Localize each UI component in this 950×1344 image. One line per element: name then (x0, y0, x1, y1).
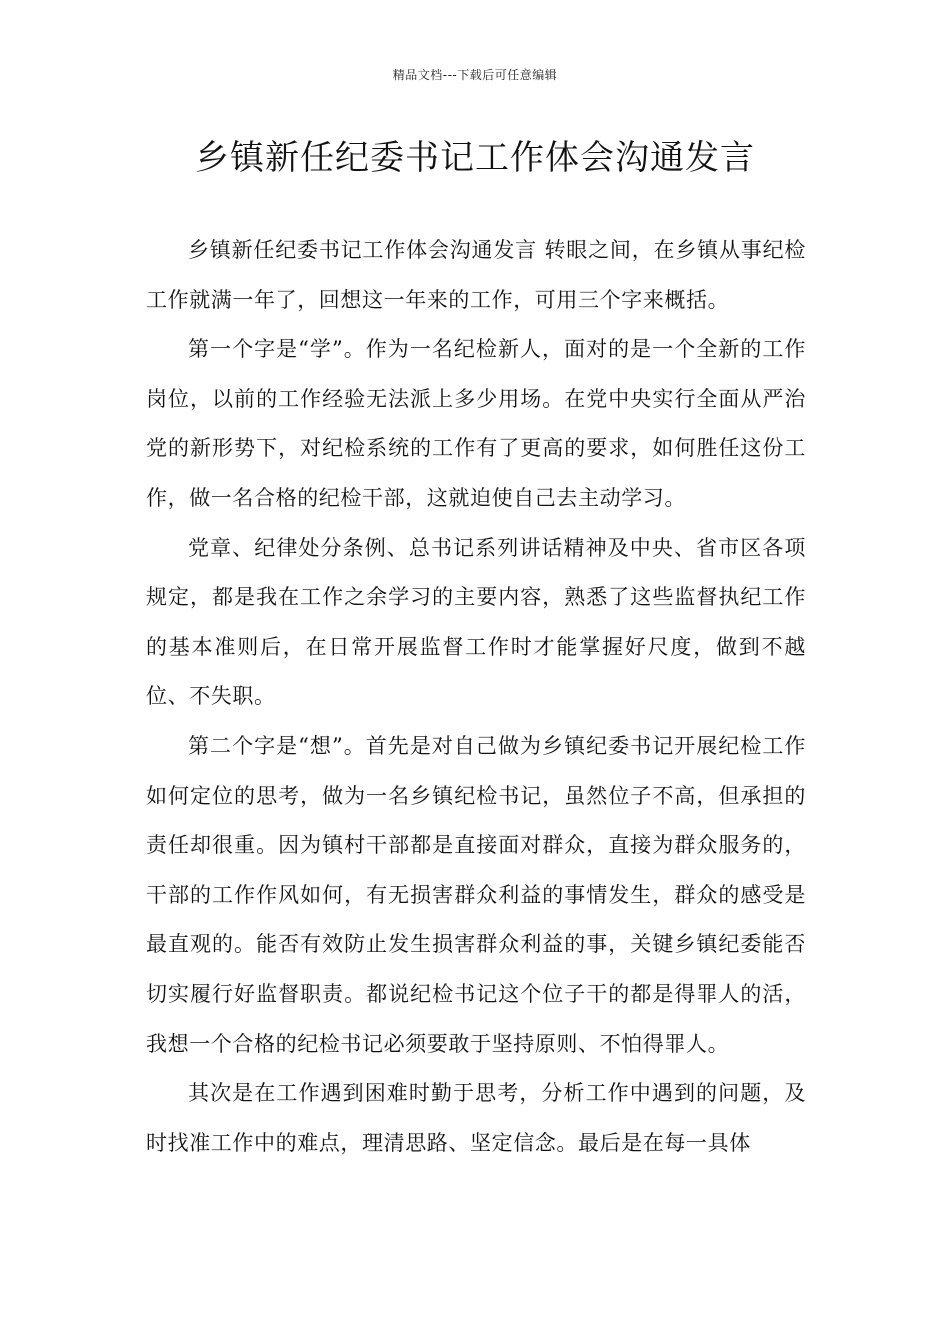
paragraph: 第一个字是“学”。作为一名纪检新人，面对的是一个全新的工作岗位，以前的工作经验无法派上多少用场。在党中央实行全面从严治党的新形势下，对纪检系统的工作有了更高的要求，如何胜任这份工作，做一名合格的纪检干部，这就迫使自己去主动学习。 (146, 337, 806, 510)
paragraph: 第二个字是“想”。首先是对自己做为乡镇纪委书记开展纪检工作如何定位的思考，做为一名乡镇纪检书记，虽然位子不高，但承担的责任却很重。因为镇村干部都是直接面对群众，直接为群众服务的，干部的工作作风如何，有无损害群众利益的事情发生，群众的感受是最直观的。能否有效防止发生损害群众利益的事，关键乡镇纪委能否切实履行好监督职责。都说纪检书记这个位子干的都是得罪人的活，我想一个合格的纪检书记必须要敢于坚持原则、不怕得罪人。 (146, 733, 806, 1056)
document-body (146, 226, 806, 1168)
header-note: 精品文档---下载后可任意编辑 (392, 68, 558, 82)
paragraph: 乡镇新任纪委书记工作体会沟通发言 转眼之间，在乡镇从事纪检工作就满一年了，回想这一年来的工作，可用三个字来概括。 (146, 238, 806, 312)
paragraph: 党章、纪律处分条例、总书记系列讲话精神及中央、省市区各项规定，都是我在工作之余学习的主要内容，熟悉了这些监督执纪工作的基本准则后，在日常开展监督工作时才能掌握好尺度，做到不越位、不失职。 (146, 535, 806, 709)
paragraph: 其次是在工作遇到困难时勤于思考，分析工作中遇到的问题，及时找准工作中的难点，理清思路、坚定信念。最后是在每一具体 (146, 1081, 806, 1155)
document-title: 乡镇新任纪委书记工作体会沟通发言 (195, 138, 755, 178)
